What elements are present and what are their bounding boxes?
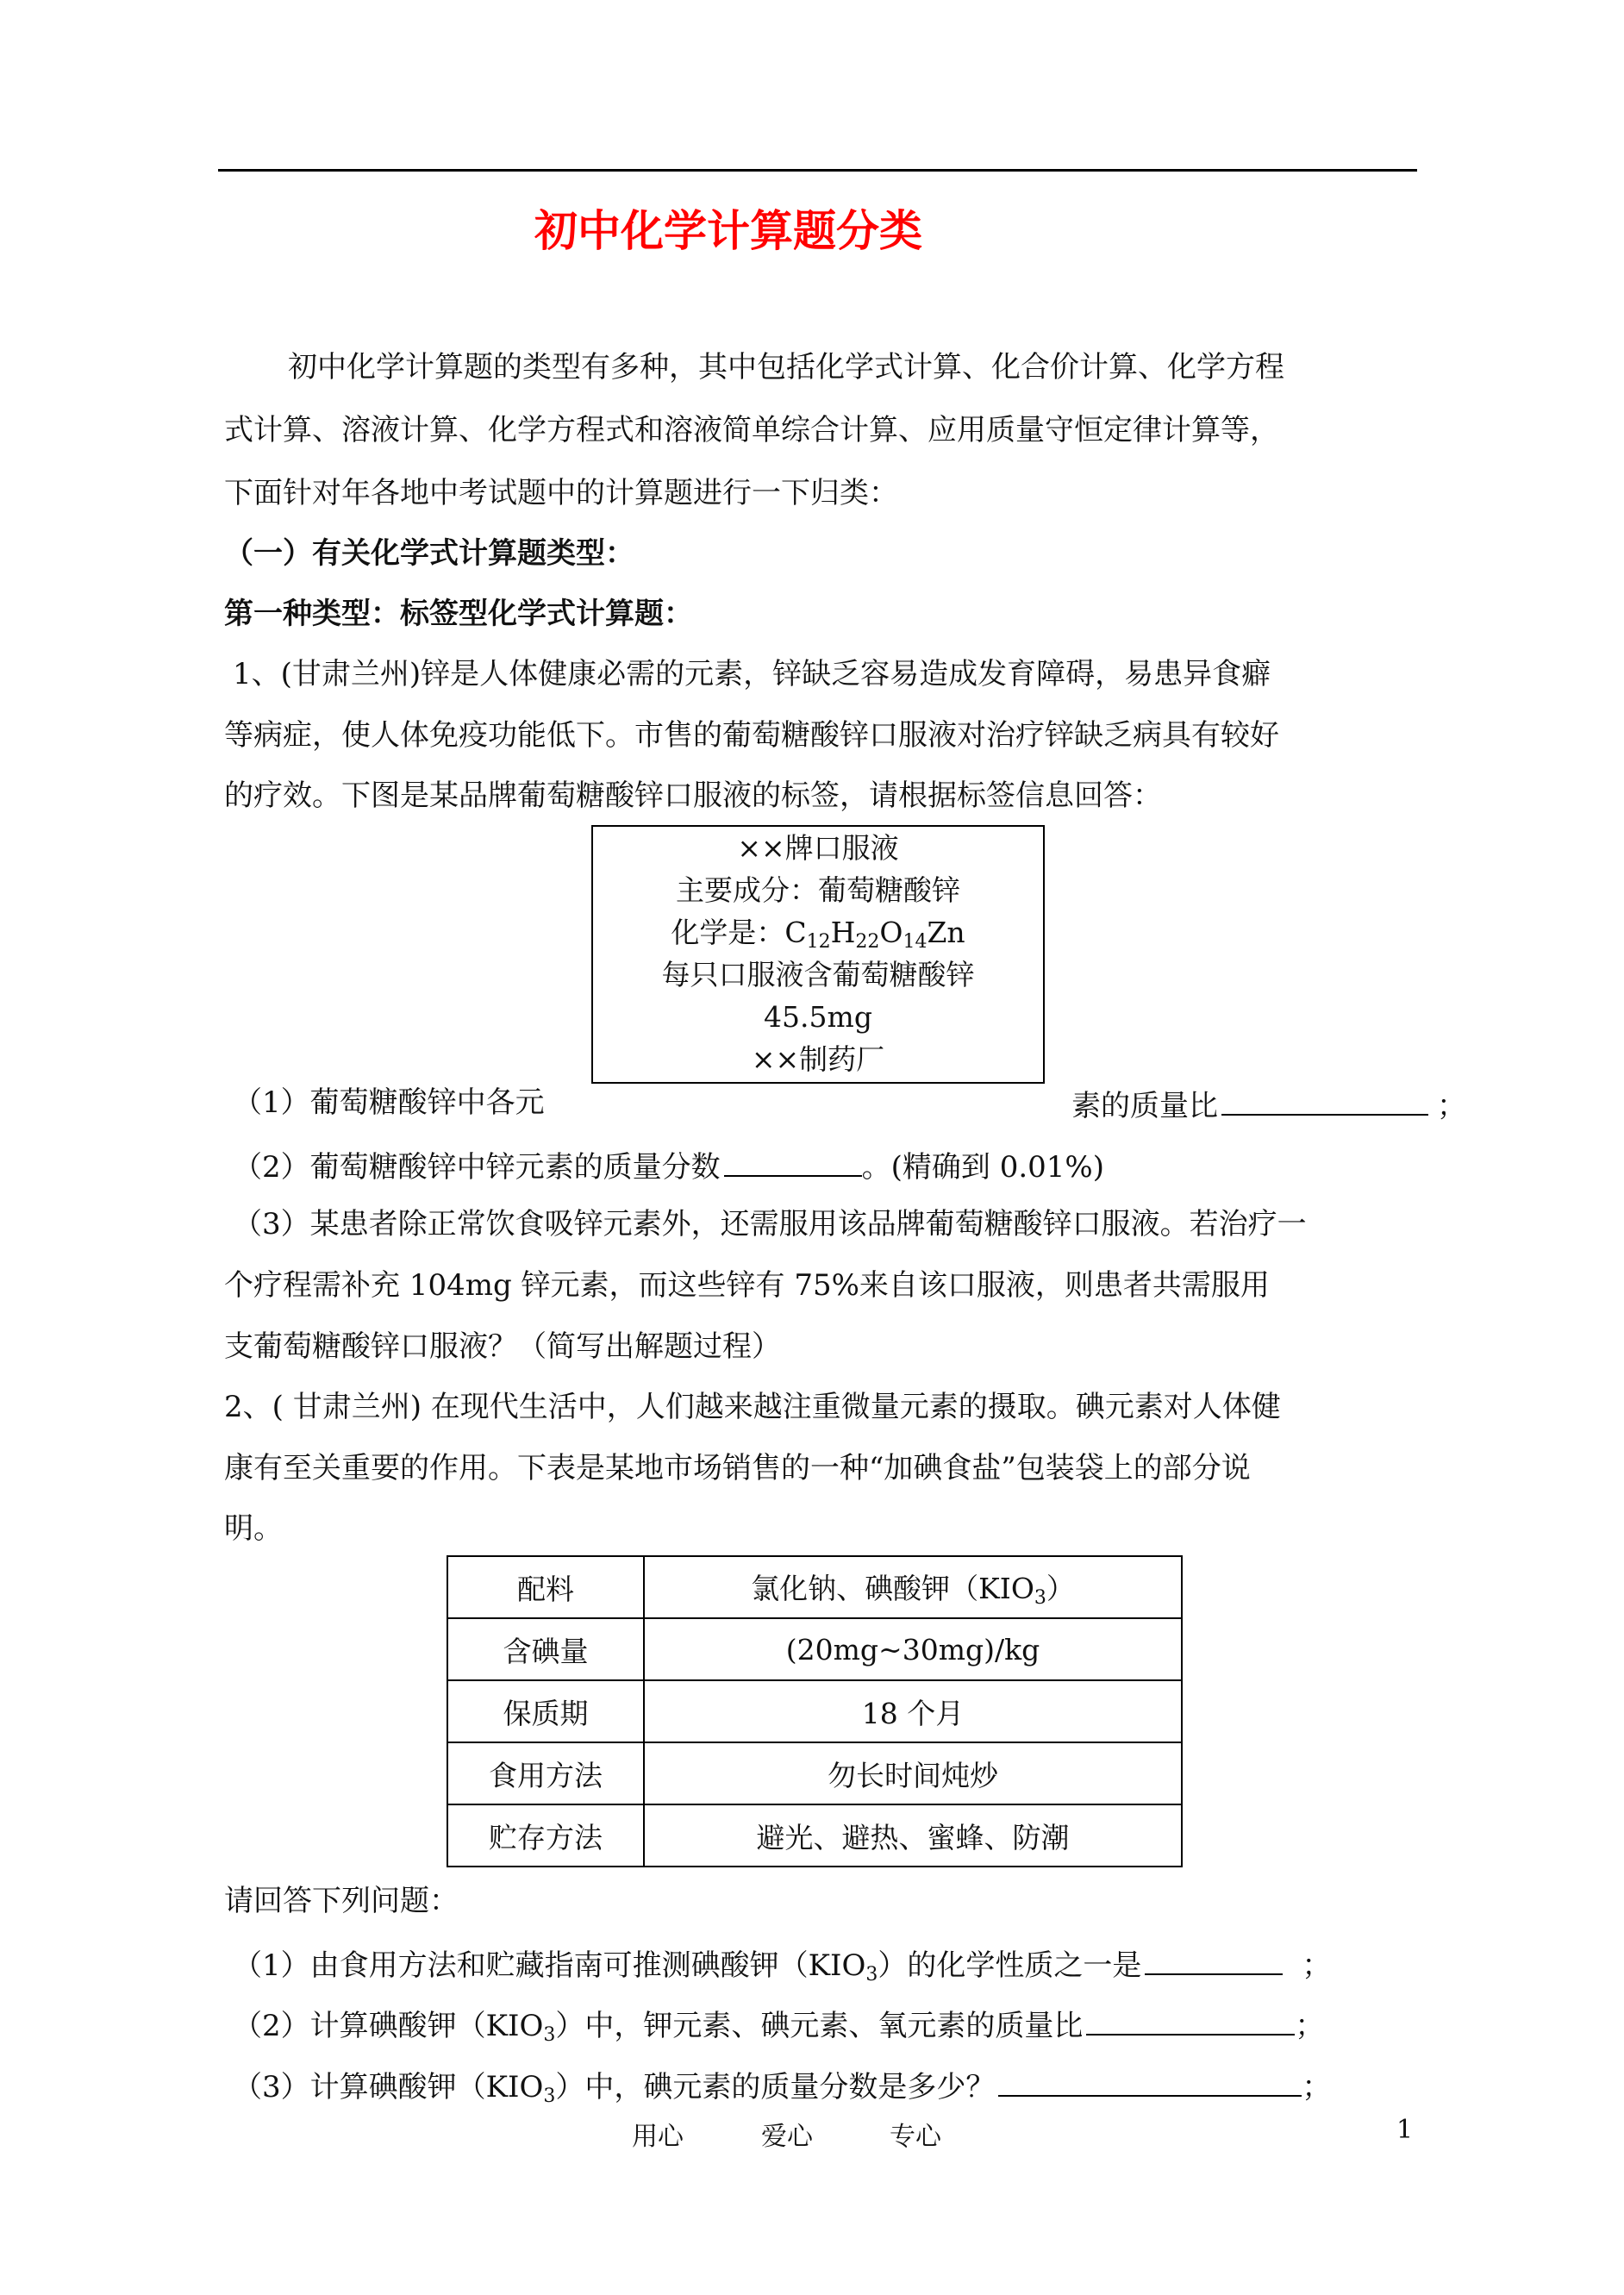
label-ingredient: 主要成分：葡萄糖酸锌: [676, 873, 960, 907]
salt-info-table: [447, 1555, 1183, 1867]
medicine-label: [591, 825, 1045, 1084]
intro-line-3: 下面针对年各地中考试题中的计算题进行一下归类：: [224, 476, 898, 510]
footer-word-3: 专心: [890, 2122, 941, 2152]
answer-blank[interactable]: [1221, 1088, 1428, 1116]
section-heading: （一）有关化学式计算题类型：: [224, 536, 634, 571]
page-title: 初中化学计算题分类: [534, 205, 922, 256]
q1-line-3: 的疗效。下图是某品牌葡萄糖酸锌口服液的标签，请根据标签信息回答：: [224, 779, 1162, 813]
footer-word-1: 用心: [632, 2122, 684, 2152]
label-brand: ××牌口服液: [737, 831, 899, 865]
table-row: 食用方法 勿长时间炖炒: [447, 1742, 1182, 1804]
q1-sub2: （2）葡萄糖酸锌中锌元素的质量分数 。(精确到 0.01%): [233, 1150, 1104, 1185]
q1-sub1-right: 素的质量比 ；: [1071, 1089, 1466, 1123]
table-row: 含碘量 (20mg~30mg)/kg: [447, 1618, 1182, 1680]
footer-word-2: 爱心: [761, 2122, 813, 2152]
answer-blank[interactable]: [998, 2069, 1302, 2097]
q2-line-2: 康有至关重要的作用。下表是某地市场销售的一种“加碘食盐”包装袋上的部分说: [224, 1451, 1251, 1485]
answer-blank[interactable]: [724, 1149, 862, 1177]
intro-line-1: 初中化学计算题的类型有多种，其中包括化学式计算、化合价计算、化学方程: [288, 350, 1284, 385]
q1-line-1: 1、(甘肃兰州)锌是人体健康必需的元素，锌缺乏容易造成发育障碍，易患异食癖: [233, 657, 1271, 691]
q2-line-1: 2、( 甘肃兰州) 在现代生活中，人们越来越注重微量元素的摄取。碘元素对人体健: [224, 1390, 1281, 1424]
table-row: 配料 氯化钠、碘酸钾$(KIO_3)$: [447, 1556, 1182, 1618]
q1-sub1-left: （1）葡萄糖酸锌中各元: [233, 1085, 545, 1120]
q1-sub3-line-1: （3）某患者除正常饮食吸锌元素外，还需服用该品牌葡萄糖酸锌口服液。若治疗一: [233, 1207, 1307, 1241]
q2-prompt: 请回答下列问题：: [224, 1884, 459, 1918]
answer-blank[interactable]: [1145, 1948, 1283, 1975]
label-dose-amount: 45.5mg: [764, 1000, 872, 1034]
q2-sub3: （3）计算碘酸钾$(KIO_3)$中，碘元素的质量分数是多少？ ；: [233, 2070, 1332, 2107]
answer-blank[interactable]: [1086, 2008, 1295, 2035]
q1-line-2: 等病症，使人体免疫功能低下。市售的葡萄糖酸锌口服液对治疗锌缺乏病具有较好: [224, 718, 1279, 753]
label-maker: ××制药厂: [751, 1042, 885, 1076]
q1-sub3-line-2: 个疗程需补充 104mg 锌元素，而这些锌有 75%来自该口服液，则患者共需服用: [224, 1268, 1270, 1303]
table-row: 贮存方法 避光、避热、蜜蜂、防潮: [447, 1804, 1182, 1867]
intro-line-2: 式计算、溶液计算、化学方程式和溶液简单综合计算、应用质量守恒定律计算等，: [224, 413, 1279, 447]
table-row: 保质期 18 个月: [447, 1680, 1182, 1742]
label-dose-text: 每只口服液含葡萄糖酸锌: [661, 958, 975, 991]
page-number: 1: [1396, 2115, 1414, 2145]
q2-sub1: （1）由食用方法和贮藏指南可推测碘酸钾$(KIO_3)$的化学性质之一是 ；: [233, 1948, 1332, 1985]
header-rule: [218, 169, 1417, 172]
q1-sub3-line-3: 支葡萄糖酸锌口服液？（简写出解题过程）: [224, 1329, 781, 1364]
type-heading: 第一种类型：标签型化学式计算题：: [224, 597, 693, 631]
q2-sub2: （2）计算碘酸钾$(KIO_3)$中，钾元素、碘元素、氧元素的质量比 ；: [233, 2009, 1325, 2046]
q2-line-3: 明。: [224, 1511, 283, 1546]
label-formula: 化学是：$C_{12}H_{22}O_{14}Zn$: [671, 916, 965, 953]
